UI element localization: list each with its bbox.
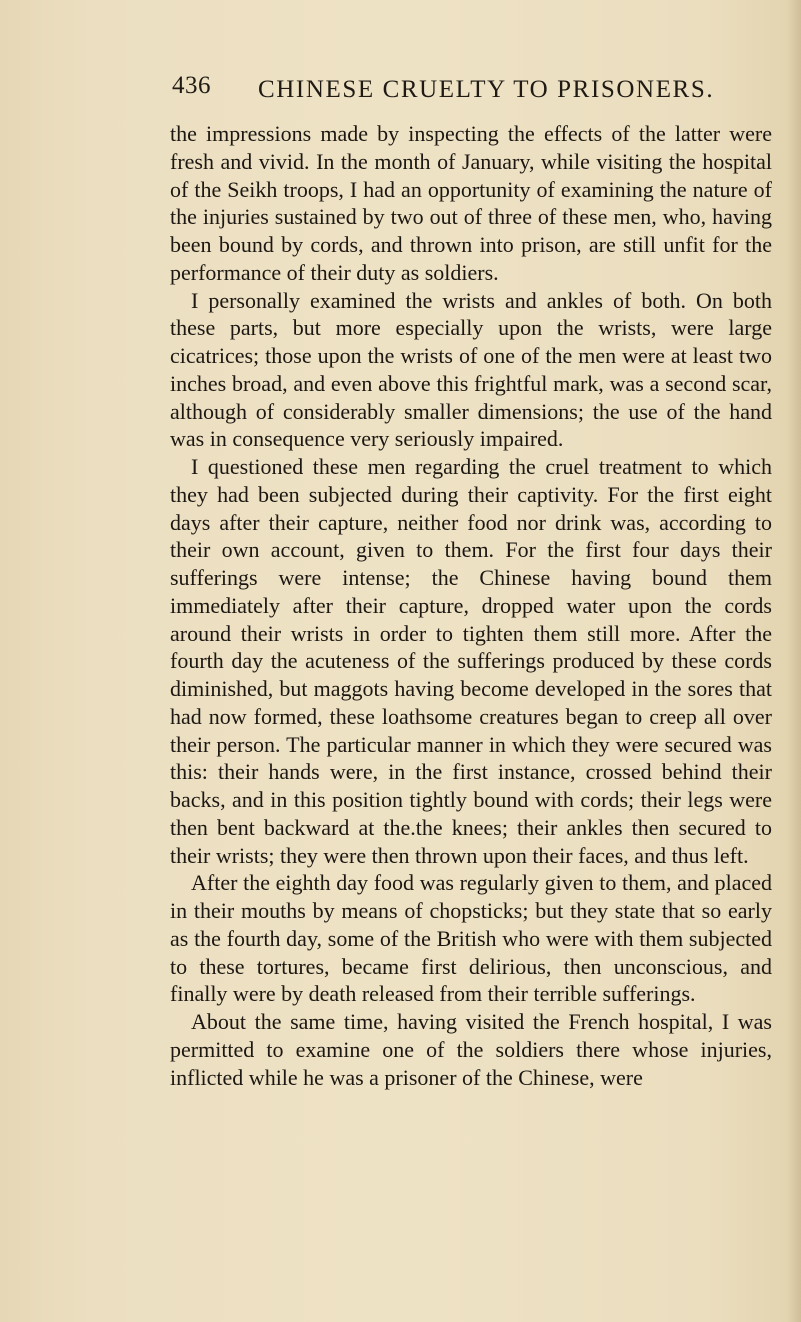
page-number: 436 [172,72,211,99]
running-head: CHINESE CRUELTY TO PRISONERS. [258,76,715,103]
body-text [170,120,772,1091]
page-header [0,72,801,112]
paragraph-1: the impressions made by inspecting the effects of the latter were fresh and vivid. In the month of January, while visiting the hospital of the Seikh troops, I had an opportunity of examining the nature of the injuries sustained by two out of three of these men, who, having been bound by cords, and thrown into prison, are still unfit for the performance of their duty as soldiers. [170,121,772,285]
paragraph-4: After the eighth day food was regularly given to them, and placed in their mouths by means of chopsticks; but they state that so early as the fourth day, some of the British who were with them subjected to these tortures, became first delirious, then unconscious, and finally were by death released from their terrible sufferings. [170,870,772,1007]
paragraph-3: I questioned these men regarding the cruel treatment to which they had been subjected during their captivity. For the first eight days after their capture, neither food nor drink was, according to their own account, given to them. For the first four days their sufferings were intense; the Chinese having bound them immediately after their capture, dropped water upon the cords around their wrists in order to tighten them still more. After the fourth day the acuteness of the sufferings produced by these cords diminished, but maggots having become developed in the sores that had now formed, these loathsome creatures began to creep all over their person. The particular manner in which they were secured was this: their hands were, in the first instance, crossed behind their backs, and in this position tightly bound with cords; their legs were then bent backward at the.the knees; their ankles then secured to their wrists; they were then thrown upon their faces, and thus left. [170,454,772,868]
paragraph-5: About the same time, having visited the French hospital, I was permitted to examine one of the soldiers there whose injuries, inflicted while he was a prisoner of the Chinese, were [170,1009,772,1090]
paragraph-2: I personally examined the wrists and ankles of both. On both these parts, but more especially upon the wrists, were large cicatrices; those upon the wrists of one of the men were at least two inches broad, and even above this frightful mark, was a second scar, although of considerably smaller dimensions; the use of the hand was in consequence very seriously impaired. [170,287,772,452]
page-edge-shadow [787,0,801,1322]
